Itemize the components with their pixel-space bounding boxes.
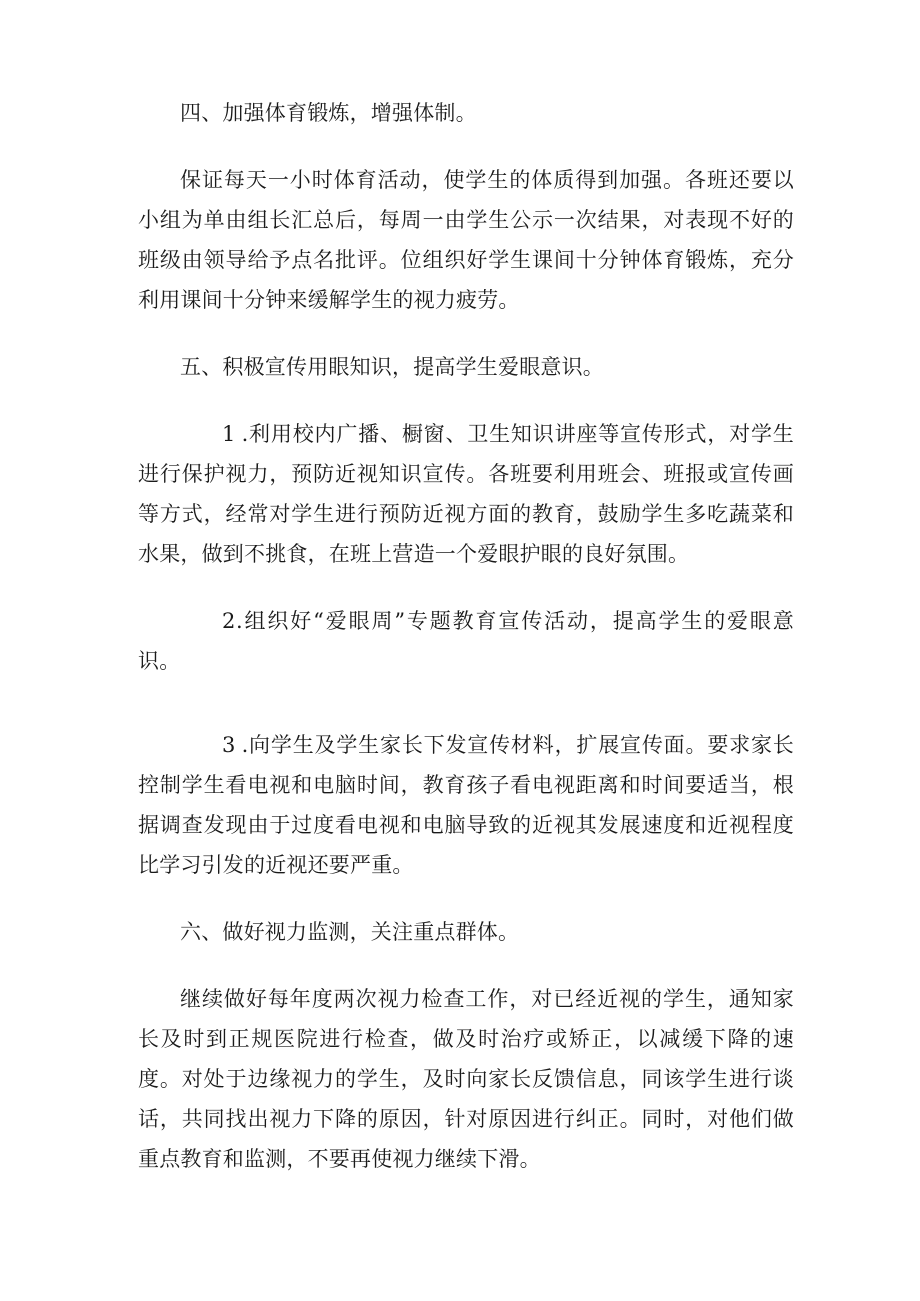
section-6-body: 继续做好每年度两次视力检查工作，对已经近视的学生，通知家长及时到正规医院进行检查，做及时治疗或矫正，以减缓下降的速度。对处于边缘视力的学生，及时向家长反馈信息，同该学生进行谈话，共同找出视力下降的原因，针对原因进行纠正。同时，对他们做重点教育和监测，不要再使视力继续下滑。: [138, 987, 794, 1171]
list-item-2-number: 2: [222, 609, 236, 633]
section-5-heading: 五、积极宣传用眼知识，提高学生爱眼意识。: [180, 355, 604, 379]
section-4-heading: 四、加强体育锻炼，增强体制。: [180, 101, 477, 125]
list-item-1-number: 1: [222, 422, 236, 446]
list-item-3-text: .向学生及学生家长下发宣传材料，扩展宣传面。要求家长控制学生看电视和电脑时间，教育孩子看电视距离和时间要适当，根据调查发现由于过度看电视和电脑导致的近视其发展速度和近视程度比学习引发的近视还要严重。: [138, 733, 794, 877]
section-4-body: 保证每天一小时体育活动，使学生的体质得到加强。各班还要以小组为单由组长汇总后，每周一由学生公示一次结果，对表现不好的班级由领导给予点名批评。位组织好学生课间十分钟体育锻炼，充分利用课间十分钟来缓解学生的视力疲劳。: [138, 168, 794, 312]
list-item-3-number: 3: [222, 733, 236, 757]
section-6-heading: 六、做好视力监测，关注重点群体。: [180, 920, 520, 944]
list-item-2-text: .组织好“爱眼周”专题教育宣传活动，提高学生的爱眼意识。: [138, 609, 794, 673]
list-item-2: [138, 601, 794, 681]
document-body: [138, 93, 794, 1206]
list-item-1-text: .利用校内广播、橱窗、卫生知识讲座等宣传形式，对学生进行保护视力，预防近视知识宣传。各班要利用班会、班报或宣传画等方式，经常对学生进行预防近视方面的教育，鼓励学生多吃蔬菜和水果，做到不挑食，在班上营造一个爱眼护眼的良好氛围。: [138, 422, 794, 566]
list-item-3: [138, 725, 794, 885]
list-item-1: [138, 414, 794, 574]
